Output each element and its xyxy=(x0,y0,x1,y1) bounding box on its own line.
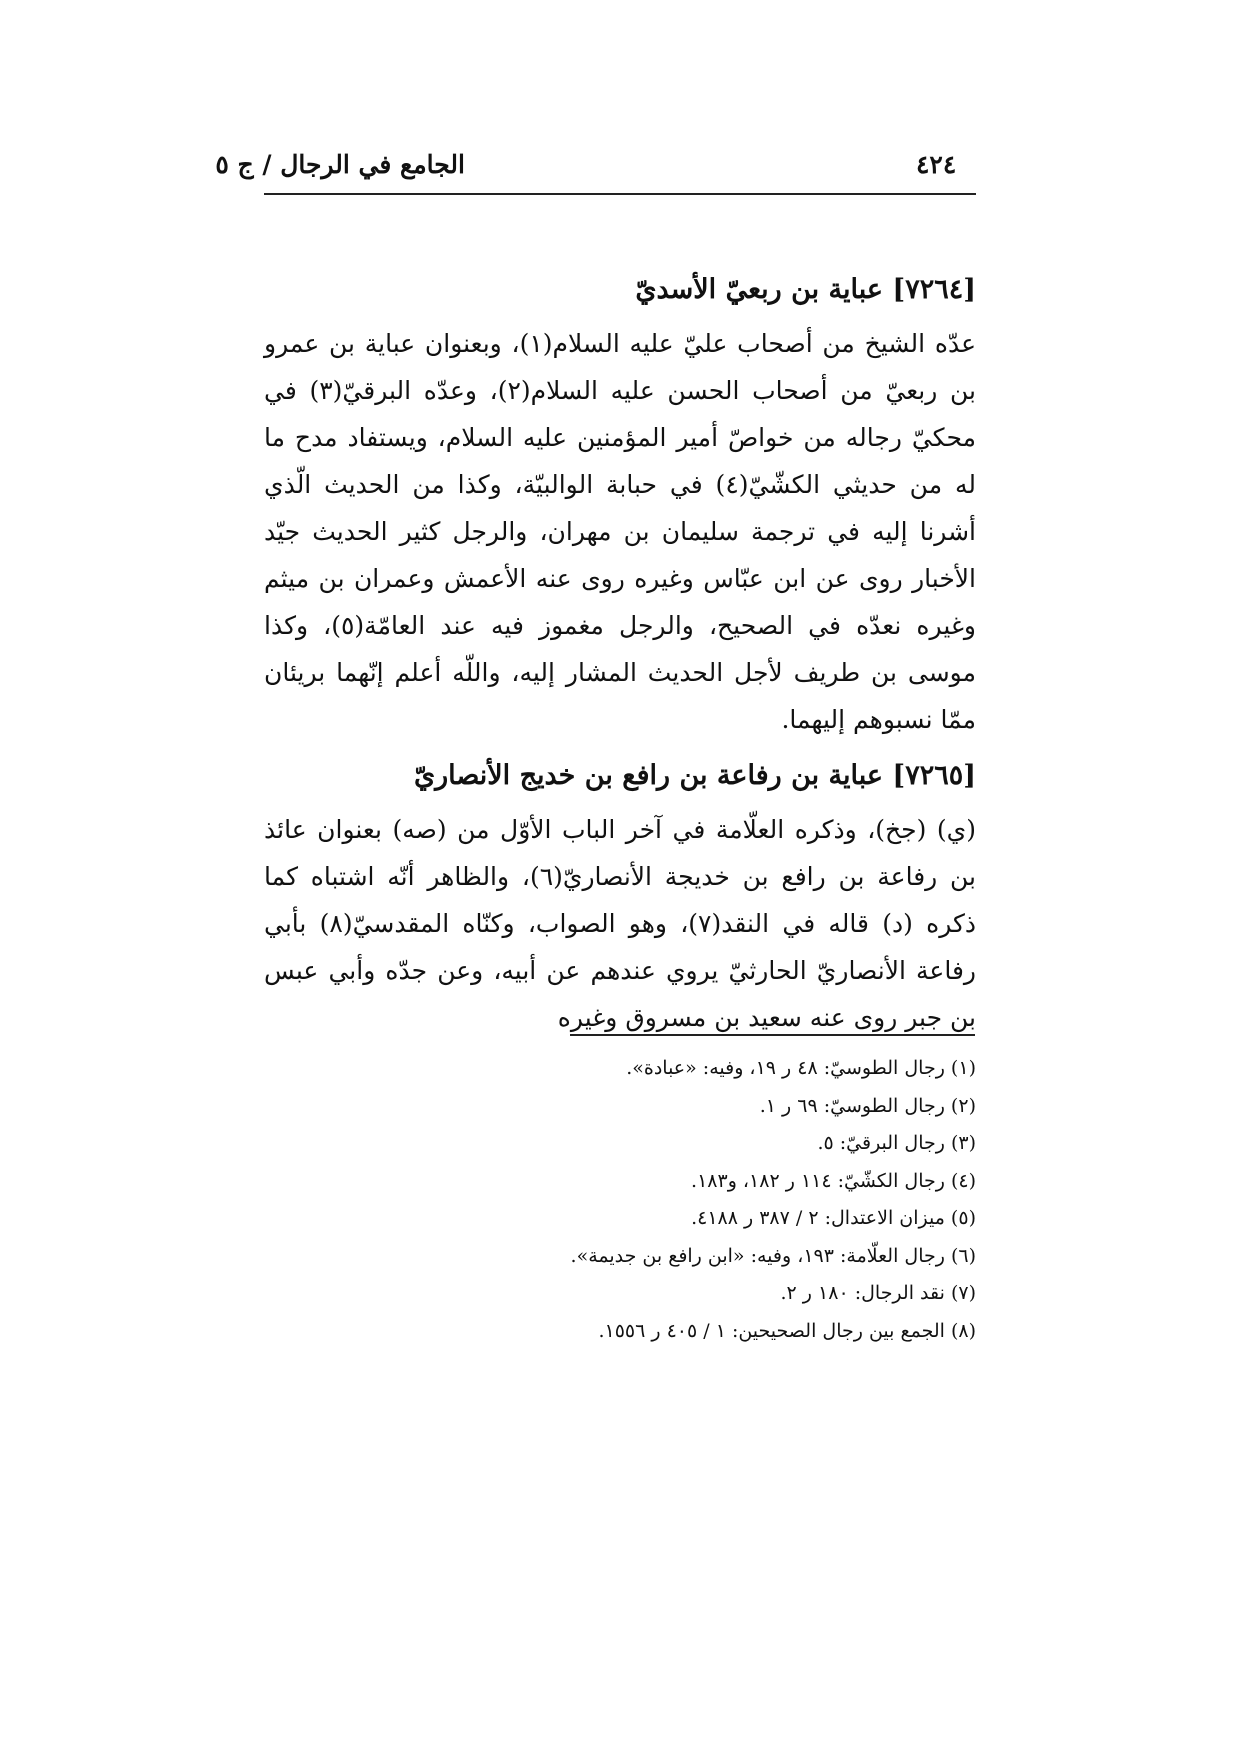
footnotes-list xyxy=(264,1050,976,1350)
footnote: (٣) رجال البرقيّ: ٥. xyxy=(817,1132,976,1154)
entry-title: [٧٢٦٤] عباية بن ربعيّ الأسديّ xyxy=(635,274,976,305)
entry-body: (ي) (جخ)، وذكره العلّامة في آخر الباب الأوّل من (صه) بعنوان عائذ بن رفاعة بن رافع بن خديجة الأنصاريّ(٦)، والظاهر أنّه اشتباه كما ذكره (د) قاله في النقد(٧)، وهو الصواب، وكنّاه المقدسيّ(٨) بأبي رفاعة الأنصاريّ الحارثيّ يروي عندهم عن أبيه، وعن جدّه وأبي عبس بن جبر روى عنه سعيد بن مسروق وغيره xyxy=(264,815,977,1032)
footnote: (٤) رجال الكشّيّ: ١١٤ ر ١٨٢، و١٨٣. xyxy=(691,1169,976,1192)
footnote: (١) رجال الطوسيّ: ٤٨ ر ١٩، وفيه: «عبادة». xyxy=(626,1057,976,1079)
footnote: (٢) رجال الطوسيّ: ٦٩ ر ١. xyxy=(759,1094,976,1117)
footnote: (٧) نقد الرجال: ١٨٠ ر ٢. xyxy=(780,1282,976,1304)
entry-7264 xyxy=(264,266,976,743)
running-title: الجامع في الرجال / ج ٥ xyxy=(215,150,465,179)
entry-body: عدّه الشيخ من أصحاب عليّ عليه السلام(١)، وبعنوان عباية بن عمرو بن ربعيّ من أصحاب الحسن عليه السلام(٢)، وعدّه البرقيّ(٣) في محكيّ رجاله من خواصّ أمير المؤمنين عليه السلام، ويستفاد مدح ما له من حديثي الكشّيّ(٤) في حبابة الوالبيّة، وكذا من الحديث الّذي أشرنا إليه في ترجمة سليمان بن مهران، والرجل كثير الحديث جيّد الأخبار روى عن ابن عبّاس وغيره روى عنه الأعمش وعمران بن ميثم وغيره نعدّه في الصحيح، والرجل مغموز فيه عند العامّة(٥)، وكذا موسى بن طريف لأجل الحديث المشار إليه، واللّه أعلم إنّهما بريئان ممّا نسبوهم إليهما. xyxy=(264,329,977,734)
header-rule xyxy=(264,193,976,195)
footnote-rule xyxy=(570,1034,975,1036)
entry-title: [٧٢٦٥] عباية بن رفاعة بن رافع بن خديج الأنصاريّ xyxy=(413,760,976,791)
footnote: (٨) الجمع بين رجال الصحيحين: ١ / ٤٠٥ ر ١٥٥٦. xyxy=(598,1319,976,1342)
page-number: ٤٢٤ xyxy=(916,150,957,179)
entry-7265 xyxy=(264,752,976,1041)
footnote: (٥) ميزان الاعتدال: ٢ / ٣٨٧ ر ٤١٨٨. xyxy=(691,1207,976,1229)
footnote: (٦) رجال العلّامة: ١٩٣، وفيه: «ابن رافع بن جديمة». xyxy=(570,1244,976,1267)
